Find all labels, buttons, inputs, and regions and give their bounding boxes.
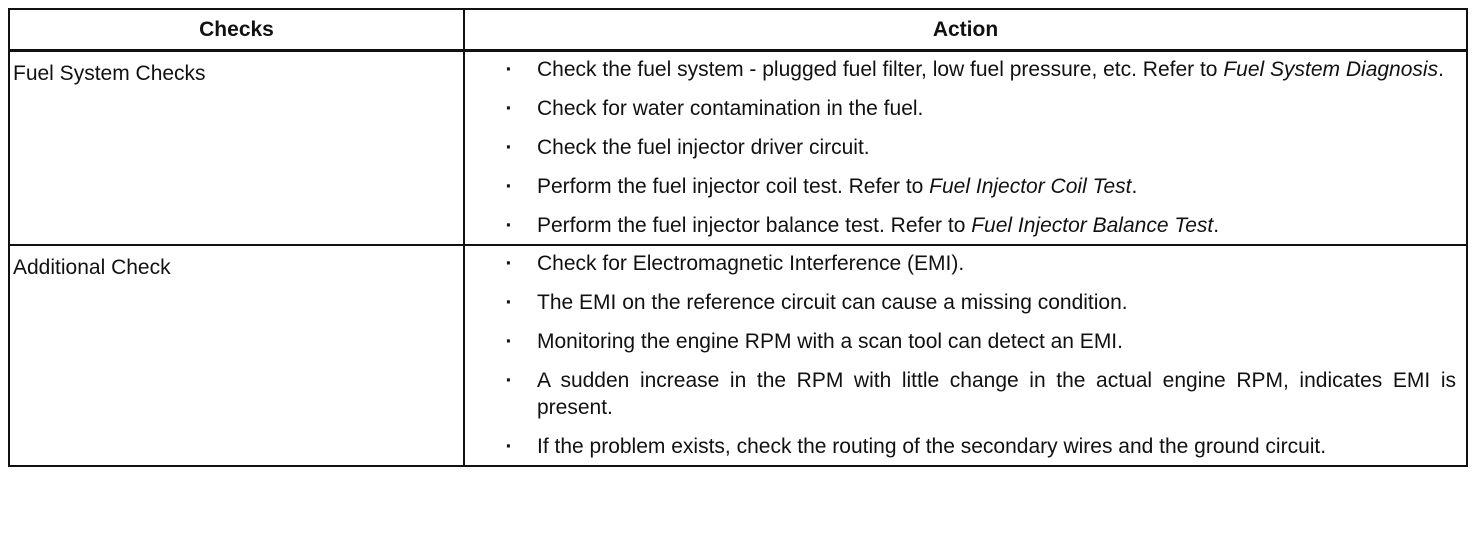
bullet-icon: · [505,291,513,314]
bullet-icon: · [505,136,513,159]
action-text-end: . [1131,175,1138,198]
header-checks: Checks [9,9,464,51]
bullet-icon: · [505,175,513,198]
bullet-icon: · [505,369,513,392]
action-list [465,246,1466,465]
check-name: Fuel System Checks [9,51,464,246]
action-cell [464,51,1467,246]
action-text-end: . [1438,58,1444,81]
action-item [501,433,1456,460]
table-row-fuel-system [9,51,1467,246]
action-item [501,56,1456,83]
action-text: If the problem exists, check the routing of the secondary wires and the ground circuit. [537,435,1327,458]
bullet-icon: · [505,58,513,81]
action-text: Check for water contamination in the fuel. [537,97,924,120]
bullet-icon: · [505,330,513,353]
action-cell [464,245,1467,466]
action-item [501,173,1456,200]
action-item [501,250,1456,277]
bullet-icon: · [505,252,513,275]
action-item [501,367,1456,421]
action-text: A sudden increase in the RPM with little change in the actual engine RPM, indicates EMI is present. [537,369,1456,419]
checks-action-table [8,8,1468,467]
header-action: Action [464,9,1467,51]
action-text: Monitoring the engine RPM with a scan tool can detect an EMI. [537,330,1123,353]
check-name: Additional Check [9,245,464,466]
bullet-icon: · [505,97,513,120]
action-item [501,134,1456,161]
action-text: Check for Electromagnetic Interference (EMI). [537,252,965,275]
action-text: The EMI on the reference circuit can cause a missing condition. [537,291,1128,314]
action-text-end: . [1213,214,1220,237]
bullet-icon: · [505,214,513,237]
reference-link-text: Fuel Injector Coil Test [929,175,1132,198]
action-text: Perform the fuel injector balance test. Refer to [537,214,972,237]
action-list [465,52,1466,244]
action-item [501,95,1456,122]
reference-link-text: Fuel Injector Balance Test [971,214,1214,237]
action-text: Perform the fuel injector coil test. Refer to [537,175,930,198]
action-item [501,289,1456,316]
action-item [501,212,1456,239]
reference-link-text: Fuel System Diagnosis [1223,58,1439,81]
table-row-additional-check [9,245,1467,466]
bullet-icon: · [505,435,513,458]
action-text: Check the fuel system - plugged fuel filter, low fuel pressure, etc. Refer to [537,58,1224,81]
action-text: Check the fuel injector driver circuit. [537,136,870,159]
action-item [501,328,1456,355]
header-row [9,9,1467,51]
